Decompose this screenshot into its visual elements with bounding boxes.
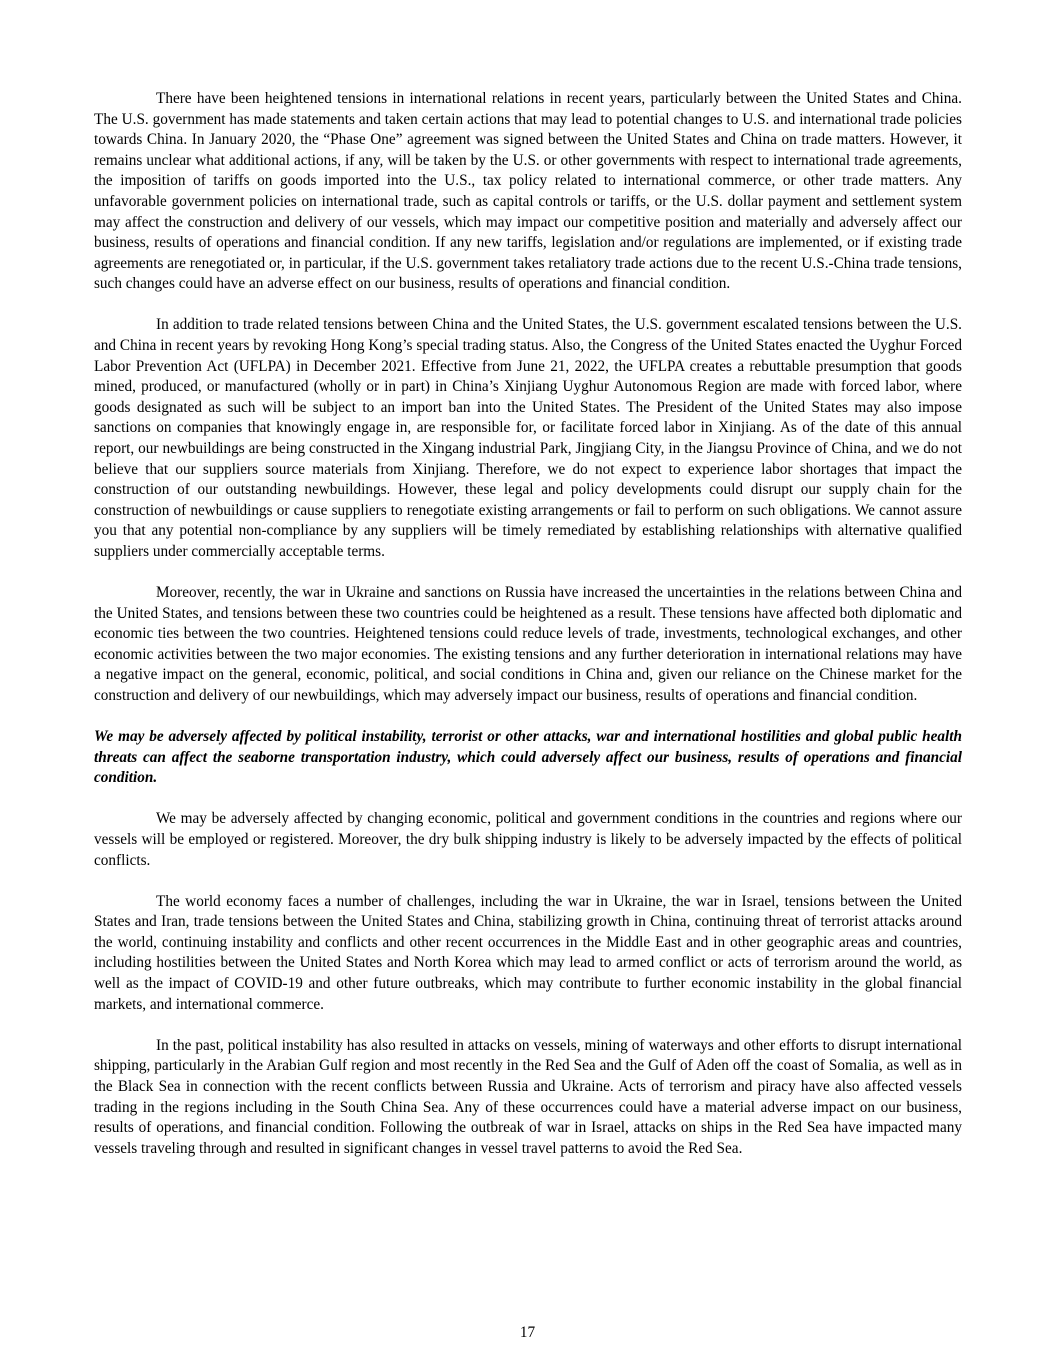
page-number: 17 [519,1324,536,1341]
document-body [94,89,962,1180]
paragraph-uflpa-hong-kong: In addition to trade related tensions between China and the United States, the U.S. government escalated tensions between the U.S. and China in recent years by revoking Hong Kong’s special trading status. Also, the Congress of the United States enacted the Uyghur Forced Labor Prevention Act (UFLPA) in December 2021. Effective from June 21, 2022, the UFLPA creates a rebuttable presumption that goods mined, produced, or manufactured (wholly or in part) in China’s Xinjiang Uyghur Autonomous Region are made with forced labor, where goods designated as such will be subject to an import ban into the United States. The President of the United States may also impose sanctions on companies that knowingly engage in, are responsible for, or facilitate forced labor in Xinjiang. As of the date of this annual report, our newbuildings are being constructed in the Xingang industrial Park, Jingjiang City, in the Jiangsu Province of China, and we do not believe that our suppliers source materials from Xinjiang. Therefore, we do not expect to experience labor shortages that impact the construction of our outstanding newbuildings. However, these legal and policy developments could disrupt our supply chain for the construction of newbuildings or cause suppliers to renegotiate existing arrangements or fail to perform on such obligations. We cannot assure you that any potential non-compliance by any suppliers will be timely remediated by establishing relationships with alternative qualified suppliers under commercially acceptable terms. [94,316,962,560]
paragraph-attacks-on-vessels: In the past, political instability has also resulted in attacks on vessels, mining of waterways and other efforts to disrupt international shipping, particularly in the Arabian Gulf region and most recently in the Red Sea and the Gulf of Aden off the coast of Somalia, as well as in the Black Sea in connection with the recent conflicts between Russia and Ukraine. Acts of terrorism and piracy have also affected vessels trading in the regions including in the South China Sea. Any of these occurrences could have a material adverse impact on our business, results of operations, and financial condition. Following the outbreak of war in Israel, attacks on ships in the Red Sea have impacted many vessels traveling through and resulted in significant changes in vessel travel patterns to avoid the Red Sea. [94,1036,962,1157]
paragraph-political-conditions: We may be adversely affected by changing economic, political and government conditions in the countries and regions where our vessels will be employed or registered. Moreover, the dry bulk shipping industry is likely to be adversely impacted by the effects of political conflicts. [94,810,962,869]
risk-factor-heading: We may be adversely affected by political instability, terrorist or other attacks, war and international hostilities and global public health threats can affect the seaborne transportation industry, which could adversely affect our business, results of operations and financial condition. [94,728,962,787]
paragraph-world-economy-challenges: The world economy faces a number of challenges, including the war in Ukraine, the war in Israel, tensions between the United States and Iran, trade tensions between the United States and China, stabilizing growth in China, continuing threat of terrorist attacks around the world, continuing instability and conflicts and other recent occurrences in the Middle East and in other geographic areas and countries, including hostilities between the United States and North Korea which may lead to armed conflict or acts of terrorism around the world, as well as the impact of COVID-19 and other future outbreaks, which may contribute to further economic instability in the global financial markets, and international commerce. [94,892,962,1013]
paragraph-us-china-trade-tensions: There have been heightened tensions in international relations in recent years, particularly between the United States and China. The U.S. government has made statements and taken certain actions that may lead to potential changes to U.S. and international trade policies towards China. In January 2020, the “Phase One” agreement was signed between the United States and China on trade matters. However, it remains unclear what additional actions, if any, will be taken by the U.S. or other governments with respect to international trade agreements, the imposition of tariffs on goods imported into the U.S., tax policy related to international commerce, or other trade matters. Any unfavorable government policies on international trade, such as capital controls or tariffs, or the U.S. dollar payment and settlement system may affect the construction and delivery of our vessels, which may impact our competitive position and materially and adversely affect our business, results of operations and financial condition. If any new tariffs, legislation and/or regulations are implemented, or if existing trade agreements are renegotiated or, in particular, if the U.S. government takes retaliatory trade actions due to the recent U.S.-China trade tensions, such changes could have an adverse effect on our business, results of operations and financial condition. [94,90,962,293]
paragraph-ukraine-russia-sanctions: Moreover, recently, the war in Ukraine and sanctions on Russia have increased the uncertainties in the relations between China and the United States, and tensions between these two countries could be heightened as a result. These tensions have affected both diplomatic and economic ties between the two countries. Heightened tensions could reduce levels of trade, investments, technological exchanges, and other economic activities between the two major economies. The existing tensions and any further deterioration in international relations may have a negative impact on the general, economic, political, and social conditions in China and, given our reliance on the Chinese market for the construction and delivery of our newbuildings, which may adversely impact our business, results of operations and financial condition. [94,584,962,705]
